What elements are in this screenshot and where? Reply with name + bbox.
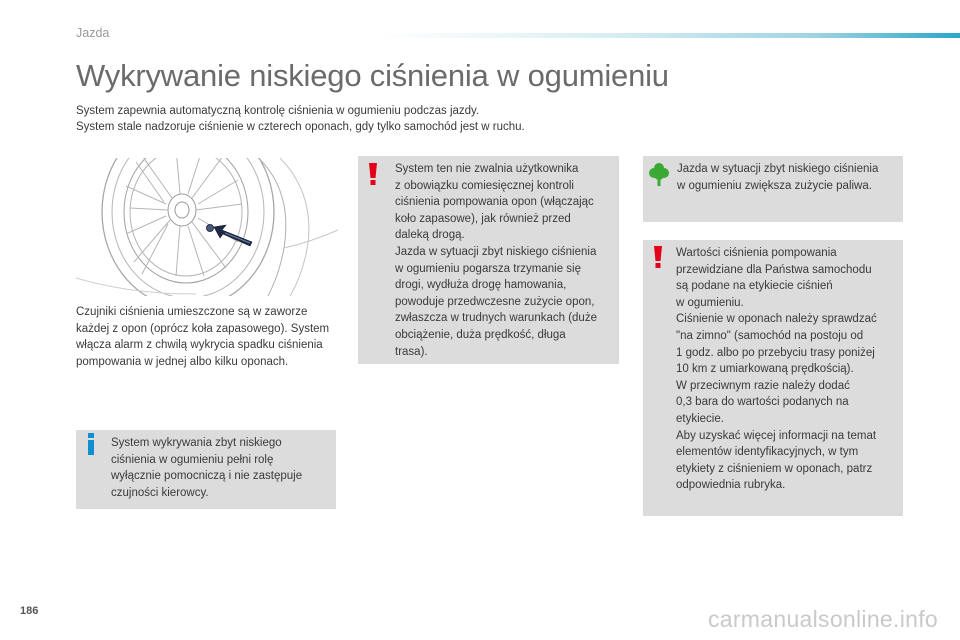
- text-line: elementów identyfikacyjnych, w tym: [676, 446, 859, 459]
- tree-icon: [649, 162, 669, 186]
- text-line: drogi, wydłuża drogę hamowania,: [395, 279, 567, 292]
- wheel-illustration: [76, 158, 338, 296]
- info-box: [76, 430, 336, 509]
- text-line: w ogumieniu zwiększa zużycie paliwa.: [677, 179, 872, 192]
- text-line: 0,3 bara do wartości podanych na: [676, 396, 849, 409]
- header-accent-line: [380, 33, 960, 38]
- text-line: Jazda w sytuacji zbyt niskiego ciśnienia: [395, 245, 597, 258]
- intro-line: System stale nadzoruje ciśnienie w czterech oponach, gdy tylko samochód jest w ruchu.: [76, 121, 525, 133]
- text-line: trasa).: [395, 345, 428, 358]
- intro-paragraph: [76, 103, 525, 135]
- text-line: Jazda w sytuacji zbyt niskiego ciśnienia: [677, 163, 879, 175]
- text-line: etykiety z ciśnieniem w oponach, patrz: [676, 462, 873, 475]
- text-line: koło zapasowe), jak również przed: [395, 212, 571, 225]
- wheel-valve-sensor-icon: [76, 158, 338, 296]
- text-line: 1 godz. albo po przebyciu trasy poniżej: [676, 346, 875, 359]
- text-line: Wartości ciśnienia pompowania: [676, 247, 837, 259]
- eco-box: [643, 156, 903, 222]
- warning-box: [643, 240, 903, 516]
- text-line: obciążenie, duża prędkość, długa: [395, 328, 566, 341]
- warning-box-text: [676, 245, 901, 494]
- warning-box-text: [395, 161, 619, 360]
- intro-line: System zapewnia automatyczną kontrolę ciśnienia w ogumieniu podczas jazdy.: [76, 105, 480, 117]
- eco-box-text: [677, 161, 901, 194]
- text-line: daleką drogą.: [395, 229, 465, 242]
- sensor-description: Czujniki ciśnienia umieszczone są w zaworze każdej z opon (oprócz koła zapasowego). System włącza alarm z chwilą wykrycia spadku ciśnienia pompowania w jednej albo kilku oponach.: [76, 306, 330, 368]
- info-box-text: System wykrywania zbyt niskiego ciśnienia w ogumieniu pełni rolę wyłącznie pomocniczą i nie zastępuje czujności kierowcy.: [111, 437, 303, 499]
- text-line: odpowiednia rubryka.: [676, 479, 786, 492]
- text-line: w ogumieniu.: [676, 296, 744, 309]
- page-title: Wykrywanie niskiego ciśnienia w ogumieniu: [76, 58, 669, 93]
- text-line: 10 km z umiarkowaną prędkością).: [676, 363, 854, 376]
- text-line: W przeciwnym razie należy dodać: [676, 379, 850, 392]
- watermark: carmanualsonline.info: [707, 606, 938, 632]
- text-line: z obowiązku comiesięcznej kontroli: [395, 179, 574, 192]
- exclamation-icon: [369, 163, 377, 185]
- text-line: przewidziane dla Państwa samochodu: [676, 263, 872, 276]
- info-icon: [87, 433, 95, 455]
- text-line: Aby uzyskać więcej informacji na temat: [676, 429, 877, 442]
- text-line: System ten nie zwalnia użytkownika: [395, 163, 579, 175]
- page-number: 186: [20, 605, 39, 617]
- text-line: ciśnienia pompowania opon (włączając: [395, 196, 594, 209]
- text-line: są podane na etykiecie ciśnień: [676, 280, 833, 293]
- text-line: powoduje przedwczesne zużycie opon,: [395, 295, 595, 308]
- text-line: zwłaszcza w trudnych warunkach (duże: [395, 312, 597, 325]
- section-label: Jazda: [76, 26, 110, 40]
- text-line: etykiecie.: [676, 412, 724, 425]
- warning-box: [358, 156, 619, 364]
- text-line: w ogumieniu pogarsza trzymanie się: [395, 262, 582, 275]
- text-line: Ciśnienie w oponach należy sprawdzać: [676, 313, 877, 326]
- text-line: "na zimno" (samochód na postoju od: [676, 329, 864, 342]
- exclamation-icon: [654, 246, 662, 268]
